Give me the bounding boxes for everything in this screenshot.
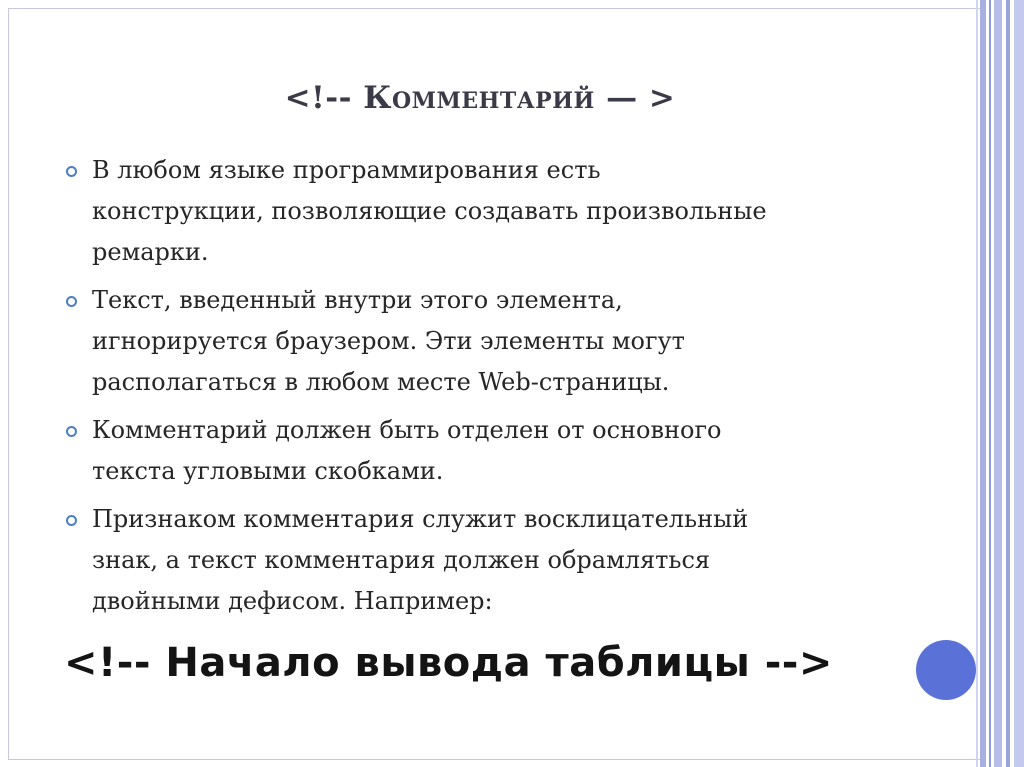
bullet-line: двойными дефисом. Например: [92, 587, 493, 615]
bullet-line: текста угловыми скобками. [92, 457, 444, 485]
bullet-line: конструкции, позволяющие создавать произвольные [92, 197, 767, 225]
bullet-line: Признаком комментария служит восклицательный [92, 505, 749, 533]
bullet-line: располагаться в любом месте Web-страницы. [92, 368, 670, 396]
stripe [1014, 0, 1024, 767]
bullet-list [64, 150, 964, 629]
bullet-line: Комментарий должен быть отделен от основного [92, 416, 722, 444]
bullet-item [64, 150, 964, 273]
code-example: <!-- Начало вывода таблицы --> [64, 640, 833, 686]
stripe [976, 0, 978, 767]
stripe [980, 0, 986, 767]
ring-bullet-icon [66, 296, 77, 307]
ring-bullet-icon [66, 166, 77, 177]
bullet-item [64, 280, 964, 403]
bullet-item [64, 410, 964, 492]
bullet-line: Текст, введенный внутри этого элемента, [92, 286, 623, 314]
stripe [989, 0, 991, 767]
stripe [994, 0, 1002, 767]
stripe [1006, 0, 1010, 767]
ring-bullet-icon [66, 515, 77, 526]
bullet-item [64, 499, 964, 622]
bullet-line: игнорируется браузером. Эти элементы могут [92, 327, 685, 355]
bullet-line: знак, а текст комментария должен обрамляться [92, 546, 711, 574]
decorative-stripes [976, 0, 1024, 767]
blue-circle-icon [916, 640, 976, 700]
bullet-line: В любом языке программирования есть [92, 156, 601, 184]
ring-bullet-icon [66, 426, 77, 437]
bullet-line: ремарки. [92, 238, 209, 266]
slide-title: <!-- Комментарий — > [284, 80, 676, 116]
